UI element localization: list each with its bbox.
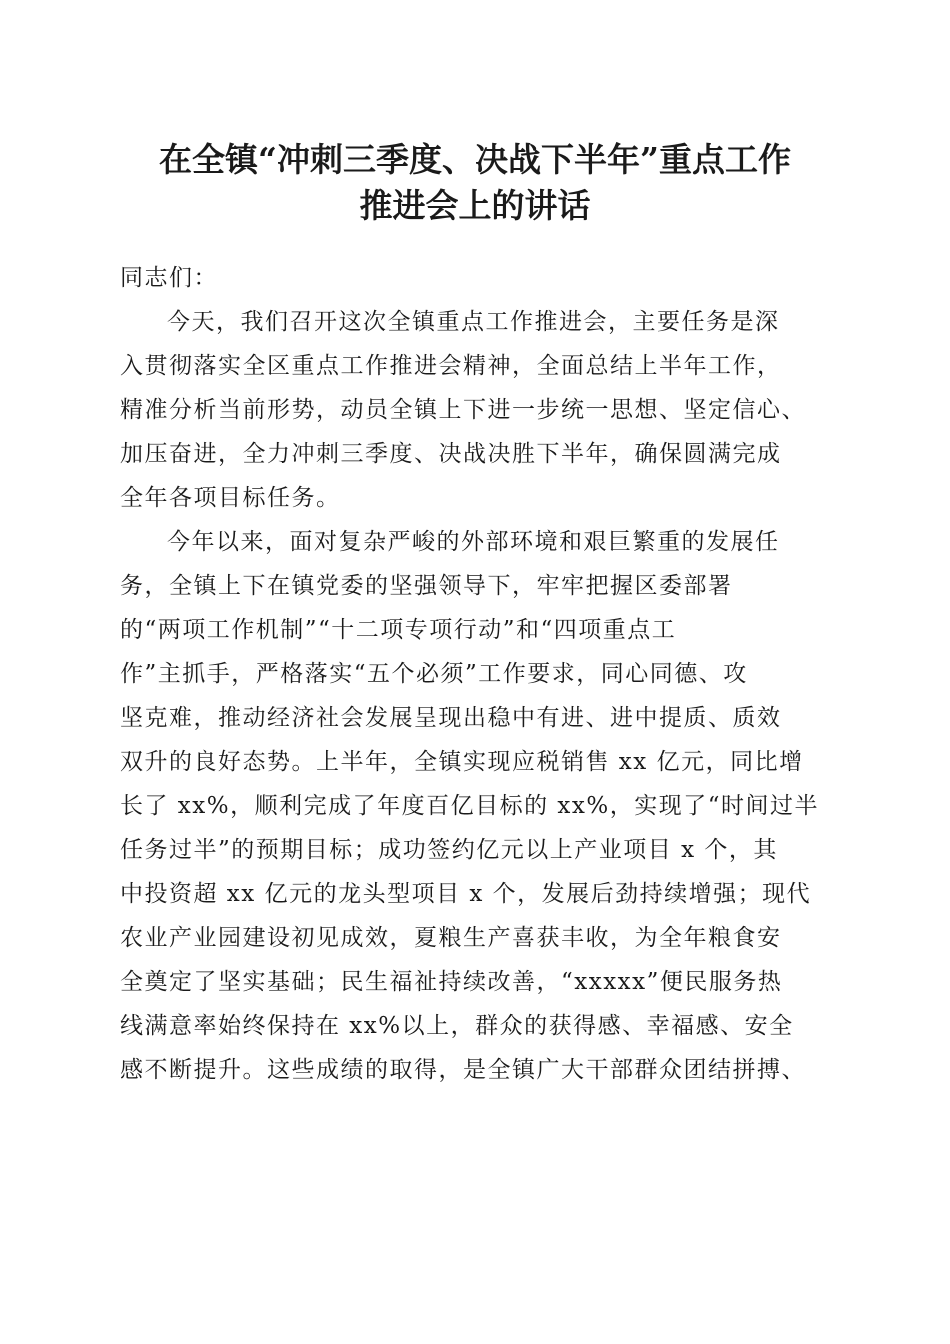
paragraph-2-line: 感不断提升。这些成绩的取得，是全镇广大干部群众团结拼搏、 [120, 1057, 806, 1083]
paragraph-2-line: 务，全镇上下在镇党委的坚强领导下，牢牢把握区委部署 [120, 573, 733, 599]
paragraph-2-line: 作”主抓手，严格落实“五个必须”工作要求，同心同德、攻 [120, 661, 748, 687]
salutation: 同志们： [120, 265, 218, 291]
paragraph-2-line: 任务过半”的预期目标；成功签约亿元以上产业项目 x 个，其 [120, 837, 778, 863]
document-title-line-2: 推进会上的讲话 [359, 186, 591, 225]
paragraph-2-line: 的“两项工作机制”“十二项专项行动”和“四项重点工 [120, 617, 677, 643]
paragraph-1-line: 全年各项目标任务。 [120, 485, 341, 511]
paragraph-1-line: 加压奋进，全力冲刺三季度、决战决胜下半年，确保圆满完成 [120, 441, 782, 467]
paragraph-1-line: 入贯彻落实全区重点工作推进会精神，全面总结上半年工作， [120, 353, 782, 379]
paragraph-2-line: 双升的良好态势。上半年，全镇实现应税销售 xx 亿元，同比增 [120, 749, 804, 775]
paragraph-2-line: 今年以来，面对复杂严峻的外部环境和艰巨繁重的发展任 [167, 529, 780, 555]
paragraph-1-line: 精准分析当前形势，动员全镇上下进一步统一思想、坚定信心、 [120, 397, 806, 423]
paragraph-2-line: 中投资超 xx 亿元的龙头型项目 x 个，发展后劲持续增强；现代 [120, 881, 812, 907]
paragraph-2-line: 全奠定了坚实基础；民生福祉持续改善，“xxxxx”便民服务热 [120, 969, 783, 995]
paragraph-2-line: 农业产业园建设初见成效，夏粮生产喜获丰收，为全年粮食安 [120, 925, 782, 951]
paragraph-1-line: 今天，我们召开这次全镇重点工作推进会，主要任务是深 [167, 309, 780, 335]
paragraph-2-line: 长了 xx%，顺利完成了年度百亿目标的 xx%，实现了“时间过半 [120, 793, 819, 819]
paragraph-2-line: 线满意率始终保持在 xx%以上，群众的获得感、幸福感、安全 [120, 1013, 794, 1039]
document-title-line-1: 在全镇“冲刺三季度、决战下半年”重点工作 [159, 140, 791, 179]
document-body [120, 256, 840, 1092]
paragraph-2-line: 坚克难，推动经济社会发展呈现出稳中有进、进中提质、质效 [120, 705, 782, 731]
